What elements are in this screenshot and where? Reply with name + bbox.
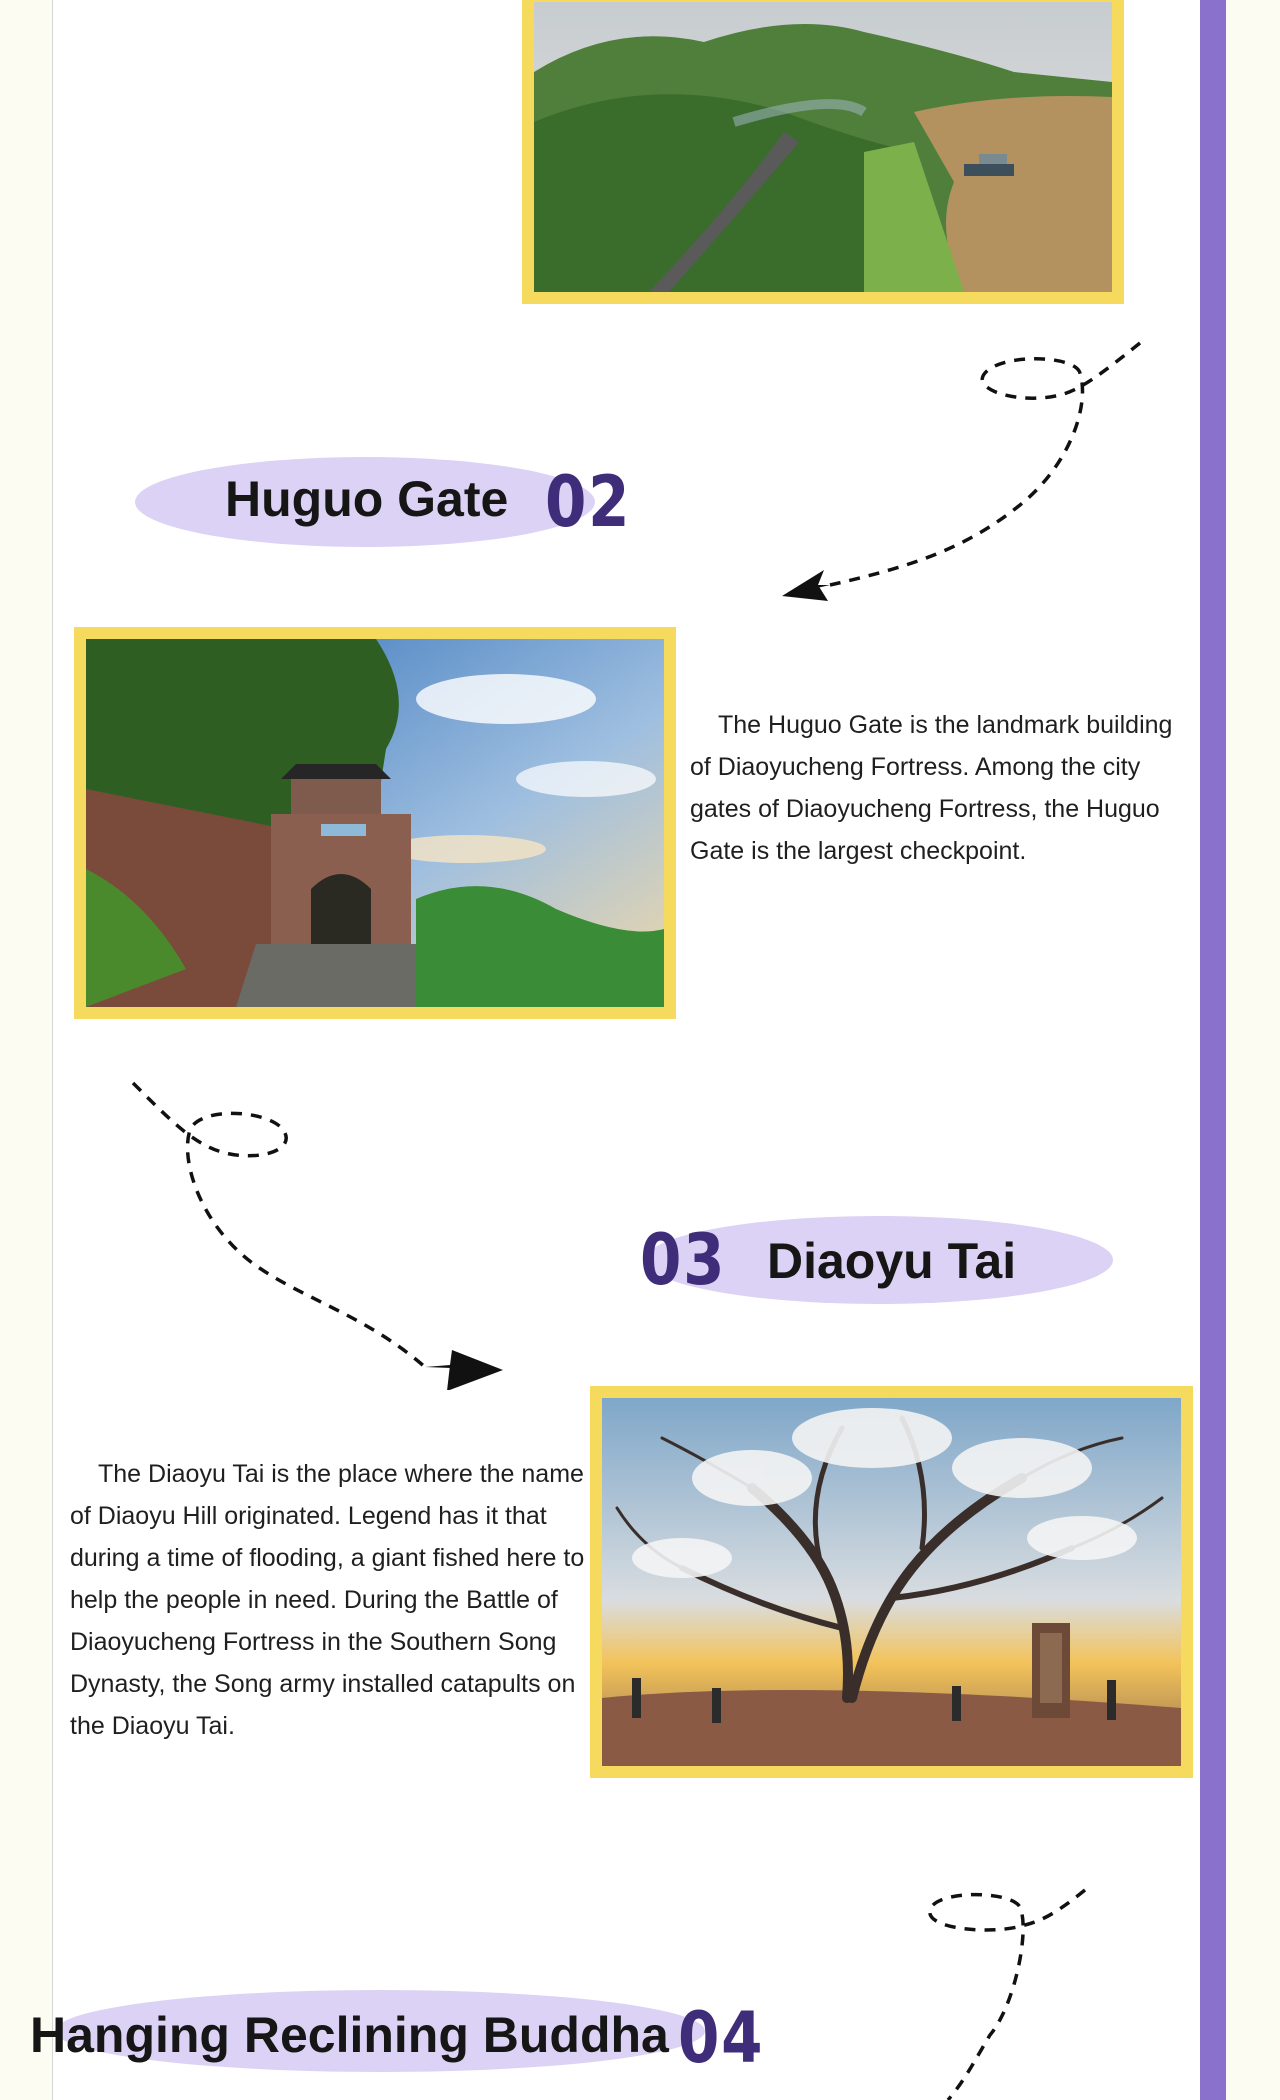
huguo-gate-photo bbox=[74, 627, 676, 1019]
section-04-title: Hanging Reclining Buddha bbox=[30, 2007, 669, 2063]
diaoyu-tai-photo bbox=[590, 1386, 1193, 1778]
right-accent-bar bbox=[1200, 0, 1226, 2100]
section-03-title: Diaoyu Tai bbox=[767, 1233, 1017, 1289]
dashed-loop-arrow-icon bbox=[770, 335, 1150, 650]
section-04-number: 04 bbox=[678, 1997, 765, 2079]
dashed-loop-arrow-icon bbox=[125, 1075, 510, 1390]
huguo-gate-description: The Huguo Gate is the landmark building of Diaoyucheng Fortress. Among the city gates of Diaoyucheng Fortress, the Huguo Gate is the largest checkpoint. bbox=[690, 711, 1173, 865]
river-road-image bbox=[534, 2, 1112, 292]
section-02-number: 02 bbox=[545, 461, 632, 543]
diaoyu-tai-description: The Diaoyu Tai is the place where the name of Diaoyu Hill originated. Legend has it that during a time of flooding, a giant fished here to help the people in need. During the Battle of Diaoyucheng Fortress in the Southern Song Dynasty, the Song army installed catapults on the Diaoyu Tai. bbox=[70, 1460, 585, 1740]
huguo-gate-image bbox=[86, 639, 664, 1007]
river-road-photo bbox=[522, 0, 1124, 304]
section-02-title: Huguo Gate bbox=[225, 471, 509, 527]
dashed-loop-arrow-icon bbox=[920, 1885, 1090, 2100]
diaoyu-tai-image bbox=[602, 1398, 1181, 1766]
section-03-number: 03 bbox=[640, 1219, 727, 1301]
article-page bbox=[52, 0, 1203, 2100]
